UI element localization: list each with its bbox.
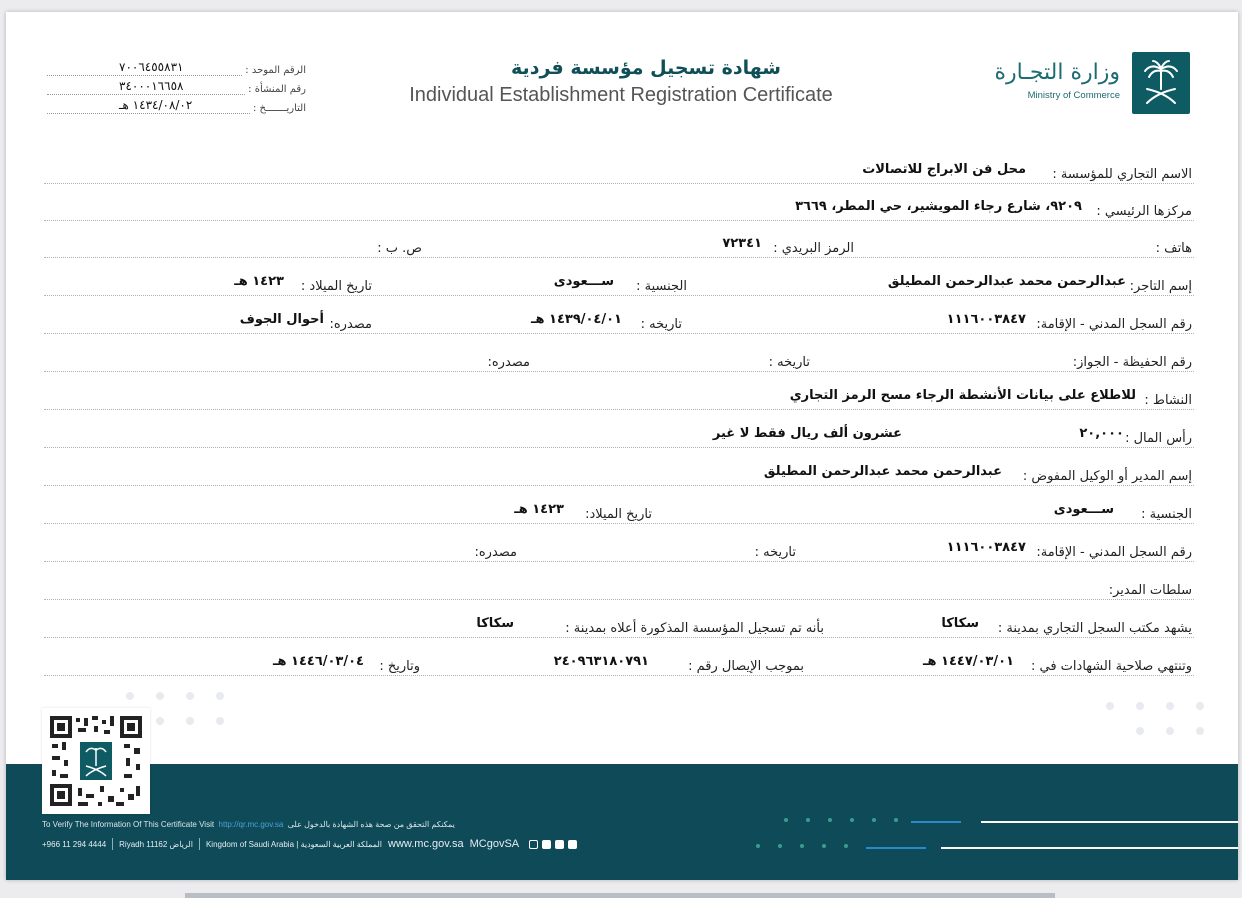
- unified-number-row: [44, 56, 306, 76]
- verify-link[interactable]: http://qr.mc.gov.sa: [218, 820, 284, 829]
- passport-row: [44, 352, 1194, 374]
- postal-code-value: ٧٢٣٤١: [722, 236, 762, 251]
- manager-source-label: مصدره:: [474, 545, 517, 560]
- civil-id-date-label: تاريخه :: [640, 317, 682, 332]
- footer-handle: MCgovSA: [469, 838, 520, 850]
- underlying-page-edge: [185, 893, 1055, 898]
- capital-label: رأس المال :: [1125, 431, 1192, 446]
- manager-powers-row: [44, 580, 1194, 602]
- manager-powers-label: سلطات المدير:: [1108, 583, 1192, 598]
- manager-nationality-label: الجنسية :: [1141, 507, 1192, 522]
- civil-id-source-value: أحوال الجوف: [239, 312, 324, 327]
- expiry-label: وتنتهي صلاحية الشهادات في :: [1030, 659, 1192, 674]
- manager-civil-id-value: ١١١٦٠٠٣٨٤٧: [946, 540, 1026, 555]
- merchant-label: إسم التاجر:: [1129, 279, 1192, 294]
- contact-row: [44, 238, 1194, 260]
- registered-city-value: سكاكا: [476, 616, 514, 631]
- capital-value: ٢٠,٠٠٠: [1079, 426, 1124, 441]
- expiry-row: [44, 656, 1194, 678]
- issue-date-row: [44, 94, 306, 114]
- issue-date-label: التاريـــــــخ :: [252, 103, 306, 114]
- registered-city-label: بأنه تم تسجيل المؤسسة المذكورة أعلاه بمدينة :: [565, 621, 824, 636]
- capital-in-words: عشرون ألف ريال فقط لا غير: [712, 426, 902, 441]
- manager-nationality-row: [44, 504, 1194, 526]
- twitter-icon[interactable]: [555, 840, 564, 849]
- capital-row: [44, 428, 1194, 450]
- activity-label: النشاط :: [1144, 393, 1192, 408]
- passport-source-label: مصدره:: [487, 355, 530, 370]
- po-box-label: ص. ب :: [377, 241, 422, 256]
- office-label: يشهد مكتب السجل التجاري بمدينة :: [997, 621, 1192, 636]
- manager-civil-id-row: [44, 542, 1194, 564]
- headquarters-row: [44, 201, 1194, 223]
- civil-id-label: رقم السجل المدني - الإقامة:: [1036, 317, 1192, 332]
- manager-civil-id-label: رقم السجل المدني - الإقامة:: [1036, 545, 1192, 560]
- ministry-name-ar: وزارة التجـارة: [994, 60, 1120, 85]
- office-value: سكاكا: [941, 616, 979, 631]
- civil-id-row: [44, 314, 1194, 336]
- issue-date-value: ١٤٣٤/٠٨/٠٢ هـ: [119, 98, 193, 112]
- facebook-icon[interactable]: [542, 840, 551, 849]
- footer-phone: +966 11 294 4444: [42, 839, 107, 849]
- verify-text-en: To Verify The Information Of This Certificate Visit: [42, 820, 215, 829]
- certificate-title-en: Individual Establishment Registration Certificate: [409, 84, 833, 106]
- verification-text: [42, 820, 455, 829]
- manager-value: عبدالرحمن محمد عبدالرحمن المطيلق: [763, 464, 1002, 479]
- civil-id-value: ١١١٦٠٠٣٨٤٧: [946, 312, 1026, 327]
- postal-code-label: الرمز البريدي :: [773, 241, 854, 256]
- verification-qr-code[interactable]: [42, 708, 150, 814]
- headquarters-value: ٩٢٠٩، شارع رجاء المويشير، حي المطر، ٣٦٦٩: [795, 199, 1082, 214]
- nationality-label: الجنسية :: [636, 279, 687, 294]
- birth-date-value: ١٤٢٣ هـ: [234, 274, 284, 289]
- ministry-logo: [994, 52, 1190, 122]
- civil-id-date-value: ١٤٣٩/٠٤/٠١ هـ: [531, 312, 622, 327]
- trade-name-value: محل فن الابراج للاتصالات: [862, 162, 1026, 177]
- establishment-number-label: رقم المنشأة :: [248, 84, 306, 95]
- activity-row: [44, 390, 1194, 412]
- ministry-name-en: Ministry of Commerce: [1027, 90, 1120, 101]
- headquarters-label: مركزها الرئيسي :: [1096, 204, 1192, 219]
- nationality-value: ســـعودى: [553, 274, 614, 289]
- manager-birth-label: تاريخ الميلاد:: [585, 507, 652, 522]
- manager-birth-value: ١٤٢٣ هـ: [514, 502, 564, 517]
- instagram-icon[interactable]: [529, 840, 538, 849]
- activity-value: للاطلاع على بيانات الأنشطة الرجاء مسح الرمز التجاري: [789, 388, 1136, 403]
- expiry-value: ١٤٤٧/٠٣/٠١ هـ: [923, 654, 1014, 669]
- trade-name-label: الاسم التجاري للمؤسسة :: [1052, 167, 1192, 182]
- receipt-date-label: وتاريخ :: [379, 659, 420, 674]
- manager-civil-date-label: تاريخه :: [754, 545, 796, 560]
- receipt-label: بموجب الإيصال رقم :: [688, 659, 804, 674]
- certificate-title-ar: شهادة تسجيل مؤسسة فردية: [511, 57, 781, 79]
- footer-city: Riyadh 11162 الرياض: [119, 839, 193, 849]
- footer-contact: [42, 838, 577, 850]
- unified-number-label: الرقم الموحد :: [245, 65, 306, 76]
- manager-nationality-value: ســـعودى: [1053, 502, 1114, 517]
- manager-row: [44, 466, 1194, 488]
- youtube-icon[interactable]: [568, 840, 577, 849]
- passport-label: رقم الحفيظة - الجواز:: [1072, 355, 1192, 370]
- qr-code-icon: [48, 714, 144, 808]
- trade-name-row: [44, 164, 1194, 186]
- establishment-number-value: ٣٤٠٠٠١٦٦٥٨: [119, 79, 184, 93]
- palm-swords-emblem-icon: [1132, 52, 1190, 114]
- birth-date-label: تاريخ الميلاد :: [300, 279, 372, 294]
- footer-country: Kingdom of Saudi Arabia | المملكة العربية السعودية: [205, 839, 383, 849]
- passport-date-label: تاريخه :: [768, 355, 810, 370]
- manager-label: إسم المدير أو الوكيل المفوض :: [1022, 469, 1192, 484]
- phone-label: هاتف :: [1155, 241, 1192, 256]
- receipt-date-value: ١٤٤٦/٠٣/٠٤ هـ: [273, 654, 364, 669]
- unified-number-value: ٧٠٠٦٤٥٥٨٣١: [119, 60, 184, 74]
- office-row: [44, 618, 1194, 640]
- receipt-value: ٢٤٠٩٦٣١٨٠٧٩١: [553, 654, 649, 669]
- merchant-row: [44, 276, 1194, 298]
- establishment-number-row: [44, 75, 306, 95]
- civil-id-source-label: مصدره:: [329, 317, 372, 332]
- certificate-page: [6, 12, 1238, 880]
- merchant-value: عبدالرحمن محمد عبدالرحمن المطيلق: [887, 274, 1126, 289]
- verify-text-ar: يمكنكم التحقق من صحة هذه الشهادة بالدخول على: [287, 820, 455, 829]
- footer-website[interactable]: www.mc.gov.sa: [388, 838, 464, 850]
- social-icons: [529, 840, 577, 849]
